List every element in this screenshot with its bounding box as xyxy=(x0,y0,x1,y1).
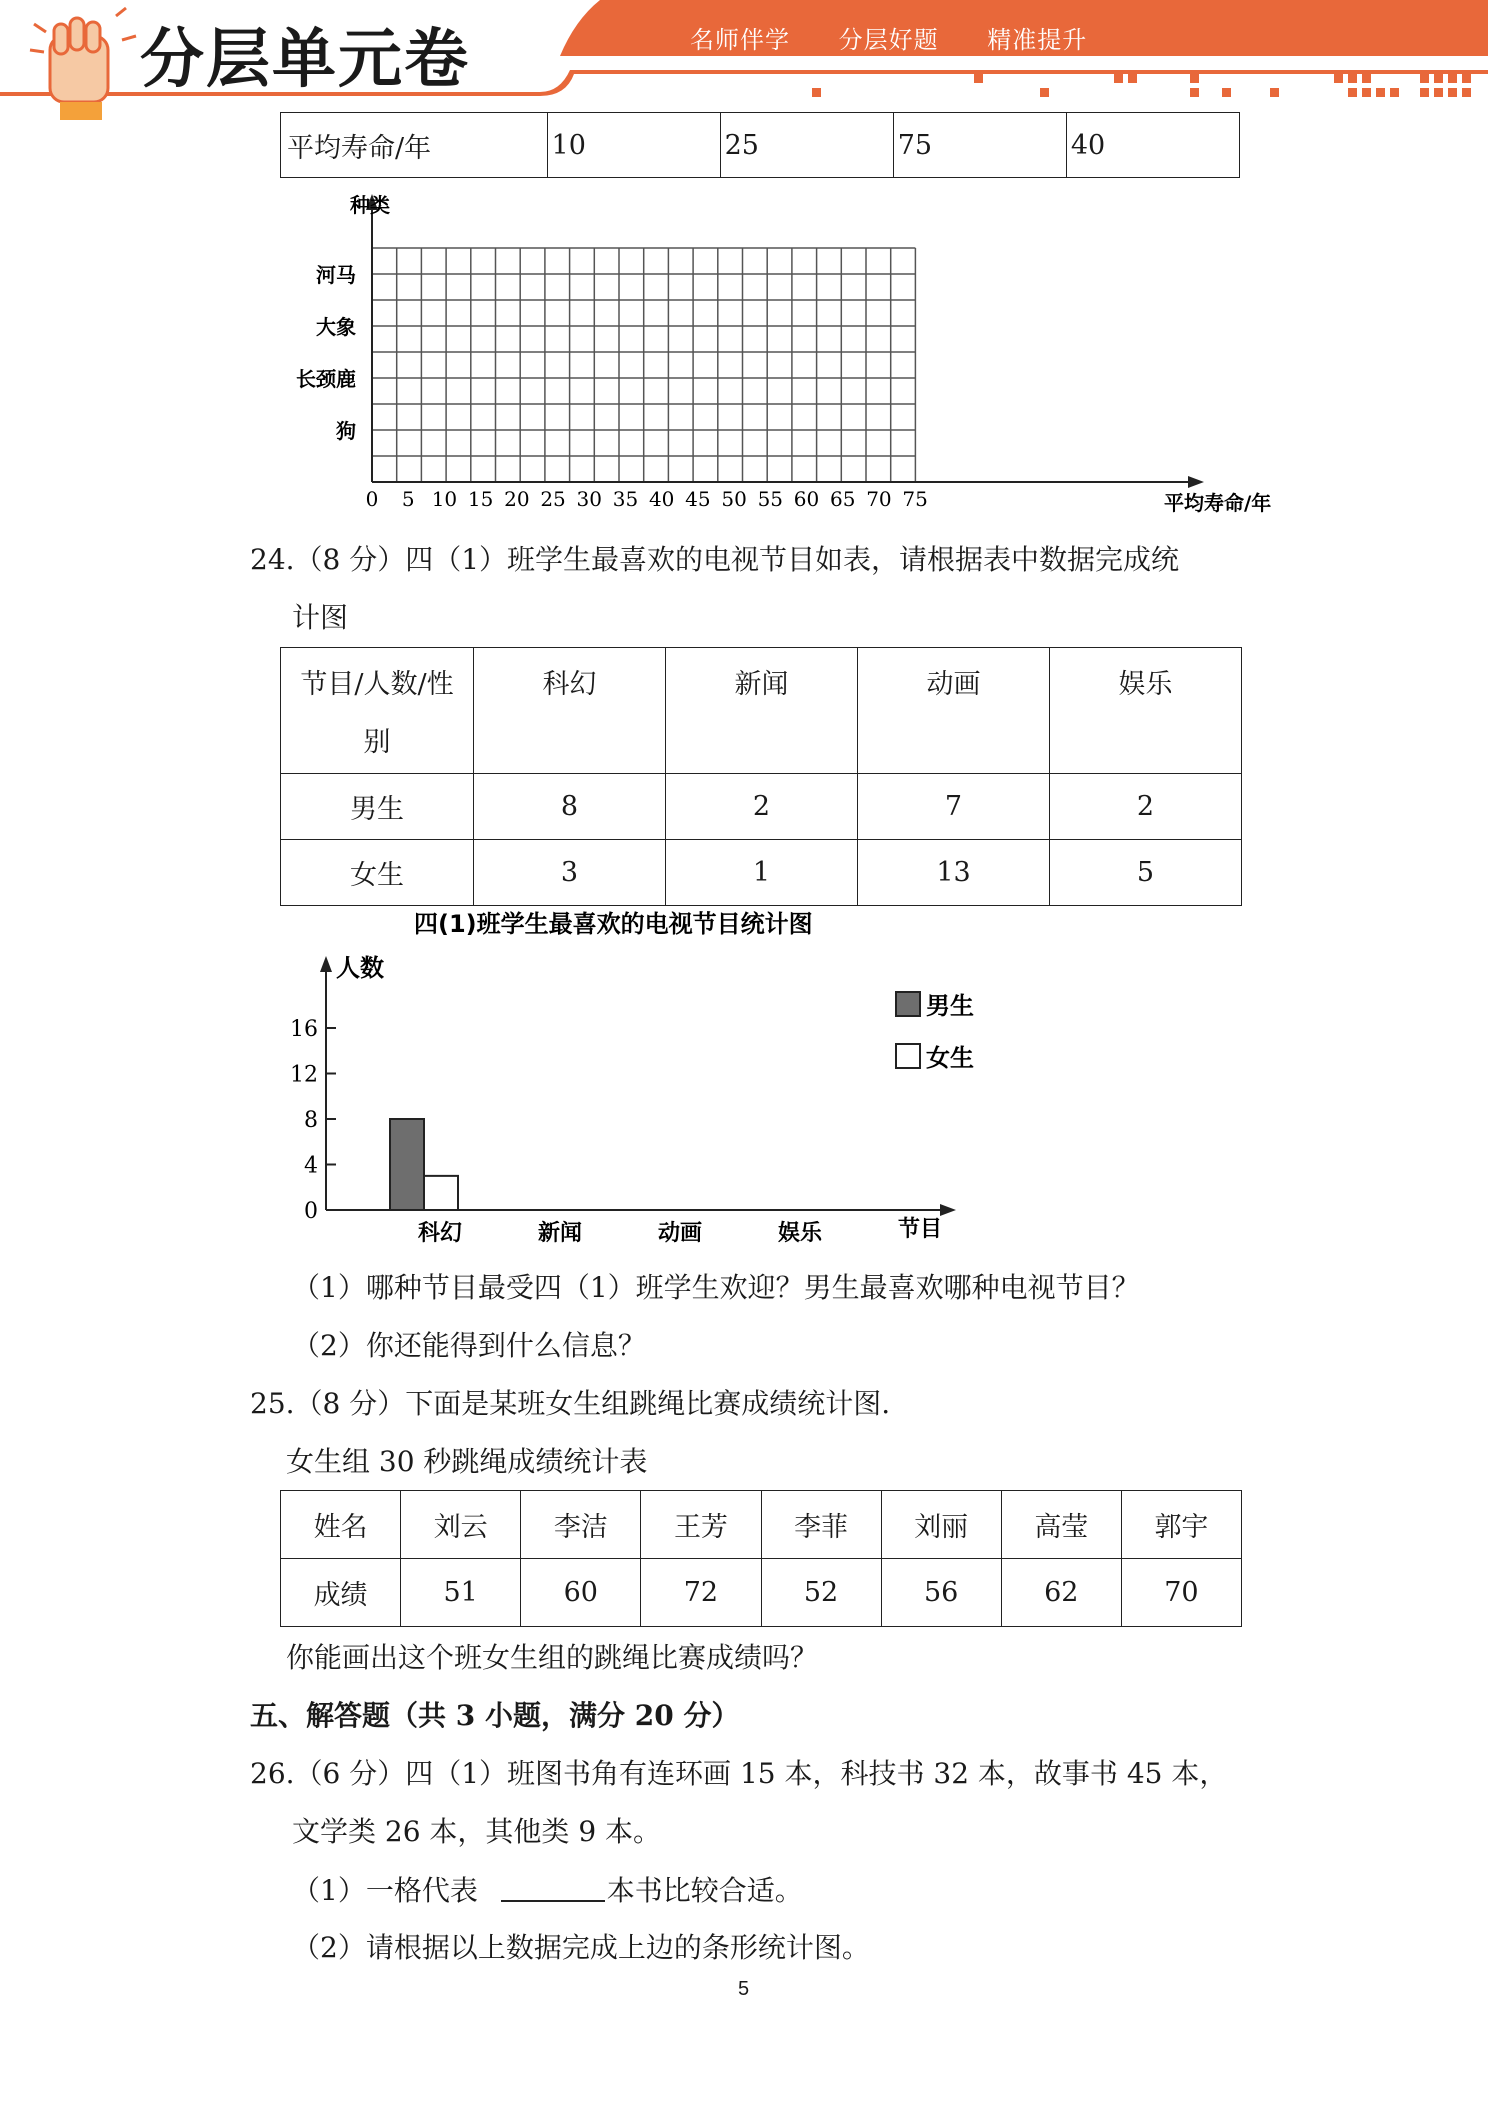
chart-title: 四(1)班学生最喜欢的电视节目统计图 xyxy=(414,910,813,938)
bar-x-arrow xyxy=(940,1204,956,1216)
life-table-cell: 75 xyxy=(893,113,1066,178)
grid-xtick-label: 10 xyxy=(431,487,458,511)
rope-header: 刘丽 xyxy=(881,1491,1001,1559)
rope-table xyxy=(280,1490,1242,1627)
section5-title: 五、解答题（共 3 小题，满分 20 分） xyxy=(250,1699,740,1732)
q24-line1: 24.（8 分）四（1）班学生最喜欢的电视节目如表，请根据表中数据完成统 xyxy=(250,543,1180,576)
bar-category-label: 娱乐 xyxy=(777,1220,823,1246)
q25-question: 你能画出这个班女生组的跳绳比赛成绩吗？ xyxy=(286,1641,819,1674)
grid-xtick-label: 15 xyxy=(467,487,494,511)
bar-ytick-label: 8 xyxy=(304,1108,318,1133)
grid-category-label: 狗 xyxy=(336,419,356,443)
grid-lines xyxy=(372,248,915,482)
grid-xtick-label: 30 xyxy=(576,487,602,511)
bar-y-arrow xyxy=(320,956,332,972)
rope-header: 李菲 xyxy=(761,1491,881,1559)
rope-header: 高莹 xyxy=(1001,1491,1121,1559)
grid-xtick-label: 60 xyxy=(793,487,820,511)
rope-header: 王芳 xyxy=(641,1491,761,1559)
grid-chart xyxy=(280,186,1320,526)
bar-ytick-label: 12 xyxy=(290,1062,318,1088)
tv-col-header: 科幻 xyxy=(474,648,666,774)
grid-xtick-label: 50 xyxy=(721,487,747,511)
grid-xtick-label: 0 xyxy=(365,487,379,511)
decor-squares xyxy=(812,74,1471,97)
bar-boys xyxy=(390,1119,424,1210)
bar-category-label: 科幻 xyxy=(417,1220,463,1246)
grid-ylabel: 种类 xyxy=(350,193,390,217)
page-number: 5 xyxy=(738,1978,750,2000)
rope-header: 姓名 xyxy=(281,1491,401,1559)
bar-ylabel: 人数 xyxy=(336,953,384,982)
grid-xtick-label: 55 xyxy=(757,487,784,511)
slogan-item: 精准提升 xyxy=(987,26,1088,54)
q25-table-title: 女生组 30 秒跳绳成绩统计表 xyxy=(286,1445,648,1478)
q25-line1: 25.（8 分）下面是某班女生组跳绳比赛成绩统计图. xyxy=(250,1387,891,1420)
grid-category-label: 河马 xyxy=(316,263,356,287)
q24-line2: 计图 xyxy=(292,601,349,634)
header-slogan xyxy=(690,20,1113,55)
grid-category-label: 长颈鹿 xyxy=(296,367,356,391)
bar-ytick-label: 4 xyxy=(304,1153,318,1179)
tv-header-line: 别 xyxy=(363,727,391,758)
life-table-cell: 40 xyxy=(1066,113,1239,178)
table-row xyxy=(281,1559,1242,1627)
q26-sub1-prefix: （1）一格代表 xyxy=(292,1874,478,1907)
tv-cell: 5 xyxy=(1050,840,1242,906)
q26-sub2: （2）请根据以上数据完成上边的条形统计图。 xyxy=(292,1931,870,1964)
tv-table-header-cell xyxy=(281,648,474,774)
rope-header: 郭宇 xyxy=(1121,1491,1241,1559)
fist-logo xyxy=(30,8,136,120)
table-row xyxy=(281,774,1242,840)
bar-ytick-label: 0 xyxy=(304,1199,318,1224)
life-table xyxy=(280,112,1240,178)
bar-girls xyxy=(424,1176,458,1210)
tv-cell: 1 xyxy=(666,840,858,906)
rope-score: 70 xyxy=(1121,1559,1241,1627)
bar-xlabel: 节目 xyxy=(898,1216,943,1242)
rope-score: 56 xyxy=(881,1559,1001,1627)
grid-xtick-label: 70 xyxy=(866,487,892,511)
grid-xtick-label: 5 xyxy=(401,487,415,511)
life-table-label: 平均寿命/年 xyxy=(281,113,548,178)
tv-col-header: 动画 xyxy=(858,648,1050,774)
brand-title: 分层单元卷 xyxy=(140,23,470,97)
q26-sub1 xyxy=(292,1870,803,1911)
x-axis-arrow xyxy=(1188,476,1204,488)
rope-header: 刘云 xyxy=(401,1491,521,1559)
grid-category-label: 大象 xyxy=(316,315,356,339)
rope-score: 60 xyxy=(521,1559,641,1627)
legend-swatch-boys xyxy=(896,992,920,1016)
grid-xtick-label: 20 xyxy=(504,487,530,511)
slogan-item: 名师伴学 xyxy=(690,26,790,54)
tv-col-header: 娱乐 xyxy=(1050,648,1242,774)
q24-sub1: （1）哪种节目最受四（1）班学生欢迎？男生最喜欢哪种电视节目？ xyxy=(292,1271,1140,1304)
tv-cell: 13 xyxy=(858,840,1050,906)
grid-xlabel: 平均寿命/年 xyxy=(1164,491,1272,515)
bar-ytick-label: 16 xyxy=(290,1017,318,1042)
tv-header-line: 节目/人数/性 xyxy=(300,669,454,700)
rope-score: 52 xyxy=(761,1559,881,1627)
bar-category-label: 动画 xyxy=(657,1220,703,1246)
tv-row-label: 女生 xyxy=(281,840,474,906)
legend-girls: 女生 xyxy=(926,1043,974,1072)
q26-line2: 文学类 26 本，其他类 9 本。 xyxy=(292,1815,662,1848)
tv-cell: 3 xyxy=(474,840,666,906)
q26-sub1-suffix: 本书比较合适。 xyxy=(606,1874,803,1907)
rope-score: 62 xyxy=(1001,1559,1121,1627)
tv-cell: 2 xyxy=(1050,774,1242,840)
grid-xtick-label: 75 xyxy=(902,487,928,511)
tv-cell: 8 xyxy=(474,774,666,840)
tv-table xyxy=(280,647,1242,906)
grid-xtick-label: 25 xyxy=(540,487,566,511)
life-table-cell: 25 xyxy=(720,113,893,178)
answer-blank[interactable] xyxy=(501,1870,605,1902)
tv-col-header: 新闻 xyxy=(666,648,858,774)
rope-header: 李洁 xyxy=(521,1491,641,1559)
tv-row-label: 男生 xyxy=(281,774,474,840)
bar-category-label: 新闻 xyxy=(537,1220,583,1246)
q26-line1: 26.（6 分）四（1）班图书角有连环画 15 本，科技书 32 本，故事书 45 本， xyxy=(250,1757,1228,1790)
grid-xtick-label: 40 xyxy=(648,487,675,511)
table-row xyxy=(281,840,1242,906)
table-row xyxy=(281,1491,1242,1559)
tv-cell: 2 xyxy=(666,774,858,840)
grid-xtick-label: 65 xyxy=(830,487,856,511)
rope-score: 51 xyxy=(401,1559,521,1627)
page-header xyxy=(0,0,1488,120)
rope-score: 成绩 xyxy=(281,1559,401,1627)
slogan-item: 分层好题 xyxy=(838,26,939,54)
tv-bar-chart xyxy=(280,904,1000,1254)
legend-swatch-girls xyxy=(896,1044,920,1068)
legend-boys: 男生 xyxy=(926,991,974,1020)
q24-sub2: （2）你还能得到什么信息？ xyxy=(292,1329,646,1362)
grid-xtick-label: 35 xyxy=(612,487,639,511)
life-table-cell: 10 xyxy=(547,113,720,178)
tv-cell: 7 xyxy=(858,774,1050,840)
rope-score: 72 xyxy=(641,1559,761,1627)
grid-xtick-label: 45 xyxy=(685,487,711,511)
